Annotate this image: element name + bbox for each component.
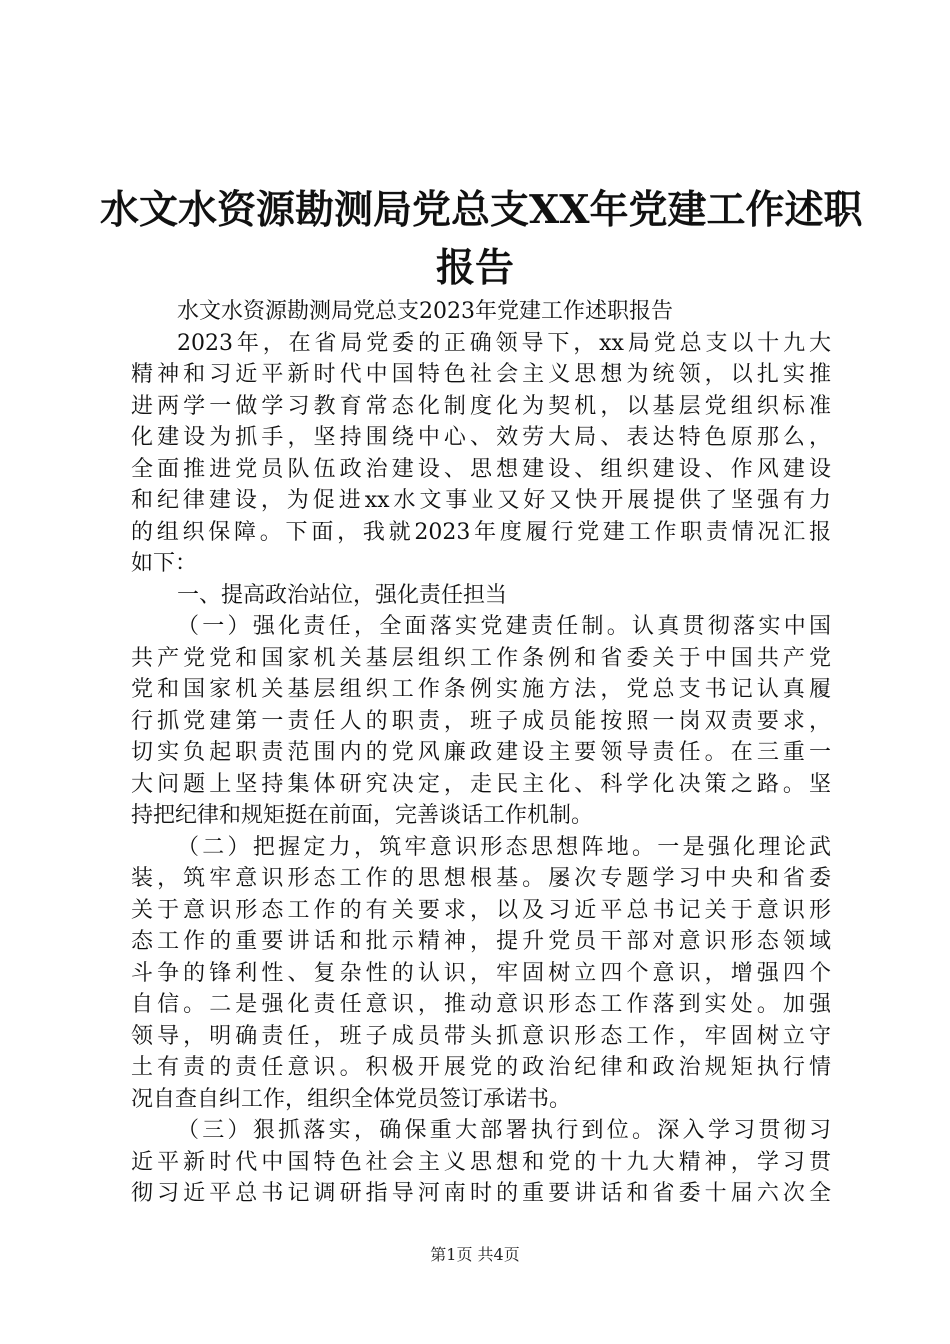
body-text-line: 行抓党建第一责任人的职责，班子成员能按照一岗双责要求，	[131, 708, 831, 734]
body-text-line: 一、提高政治站位，强化责任担当	[177, 582, 508, 608]
body-text-line: 化建设为抓手，坚持围绕中心、效劳大局、表达特色原那么，	[131, 425, 831, 450]
body-text-line: 全面推进党员队伍政治建设、思想建设、组织建设、作风建设	[131, 456, 831, 482]
document-title-line-2: 报告	[435, 245, 514, 291]
body-text-line: 领导，明确责任，班子成员带头抓意识形态工作，牢固树立守	[131, 1023, 831, 1049]
body-text-line: 况自查自纠工作，组织全体党员签订承诺书。	[131, 1086, 572, 1112]
body-text-line: 彻习近平总书记调研指导河南时的重要讲话和省委十届六次全	[131, 1181, 831, 1206]
body-text-line: 精神和习近平新时代中国特色社会主义思想为统领，以扎实推	[131, 362, 831, 387]
body-text-line: 土有责的责任意识。积极开展党的政治纪律和政治规矩执行情	[131, 1055, 831, 1080]
body-text-line: 和纪律建设，为促进xx水文事业又好又快开展提供了坚强有力	[131, 488, 831, 513]
body-text-line: （一）强化责任，全面落实党建责任制。认真贯彻落实中国	[177, 614, 831, 639]
body-text-line: 斗争的锋利性、复杂性的认识，牢固树立四个意识，增强四个	[131, 960, 831, 986]
body-text-line: 党和国家机关基层组织工作条例实施方法，党总支书记认真履	[131, 677, 831, 702]
body-text-line: 水文水资源勘测局党总支2023年党建工作述职报告	[177, 299, 673, 324]
body-text-line: 关于意识形态工作的有关要求，以及习近平总书记关于意识形	[131, 897, 831, 923]
document-title-line-1: 水文水资源勘测局党总支XX年党建工作述职	[100, 187, 863, 233]
body-text-line: 装，筑牢意识形态工作的思想根基。屡次专题学习中央和省委	[131, 866, 831, 891]
body-text-line: （二）把握定力，筑牢意识形态思想阵地。一是强化理论武	[177, 834, 831, 860]
body-text-line: 近平新时代中国特色社会主义思想和党的十九大精神，学习贯	[131, 1149, 831, 1175]
body-text-line: 大问题上坚持集体研究决定，走民主化、科学化决策之路。坚	[131, 771, 831, 797]
body-text-line: 如下：	[131, 551, 198, 576]
body-text-line: 态工作的重要讲话和批示精神，提升党员干部对意识形态领域	[131, 929, 831, 954]
page-footer: 第1页 共4页	[430, 1245, 520, 1264]
document-body	[131, 296, 831, 1210]
body-text-line: 切实负起职责范围内的党风廉政建设主要领导责任。在三重一	[131, 740, 831, 765]
body-text-line: （三）狠抓落实，确保重大部署执行到位。深入学习贯彻习	[177, 1118, 831, 1143]
body-text-line: 持把纪律和规矩挺在前面，完善谈话工作机制。	[131, 803, 594, 828]
body-text-line: 2023年，在省局党委的正确领导下，xx局党总支以十九大	[177, 330, 831, 356]
body-text-line: 进两学一做学习教育常态化制度化为契机，以基层党组织标准	[131, 393, 831, 419]
body-text-line: 的组织保障。下面，我就2023年度履行党建工作职责情况汇报	[131, 519, 831, 545]
body-text-line: 共产党党和国家机关基层组织工作条例和省委关于中国共产党	[131, 645, 831, 671]
body-text-line: 自信。二是强化责任意识，推动意识形态工作落到实处。加强	[131, 992, 831, 1017]
